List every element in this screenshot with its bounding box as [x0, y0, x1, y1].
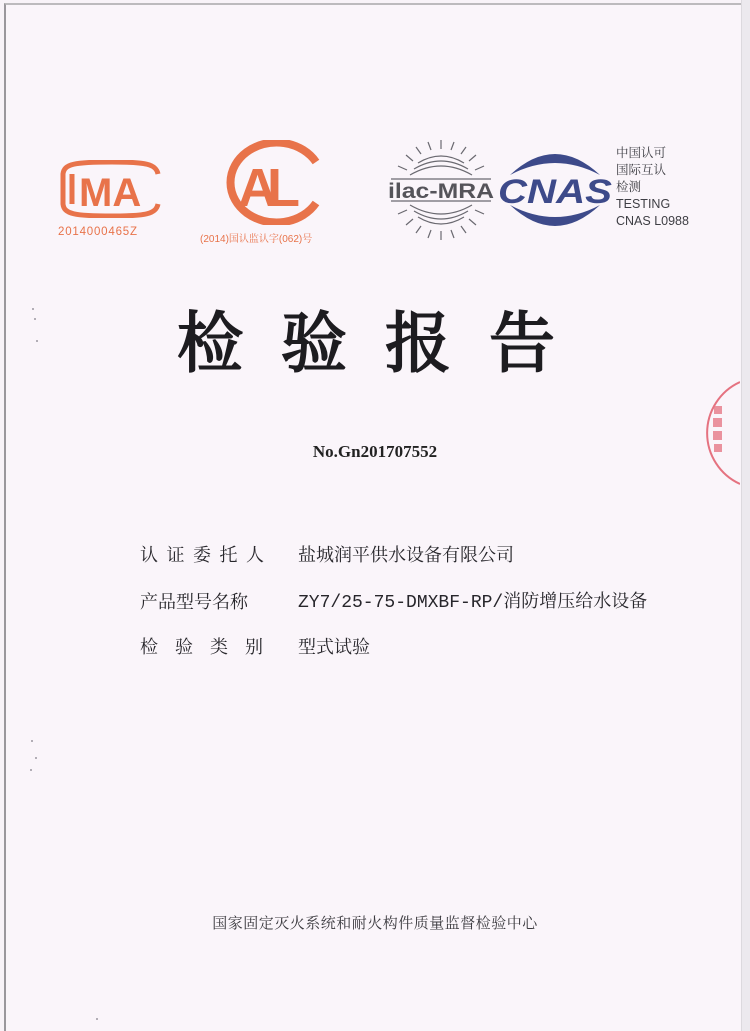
cal-mark-icon	[222, 140, 322, 225]
cnas-text: CNAS	[498, 173, 612, 211]
cnas-mark-icon	[498, 147, 612, 231]
cnas-line: 检测	[616, 180, 642, 194]
cnas-line: 中国认可	[616, 146, 667, 160]
cal-logo	[222, 140, 322, 225]
field-value: ZY7/25-75-DMXBF-RP/消防增压给水设备	[298, 593, 648, 613]
report-number: No.Gn201707552	[312, 442, 438, 461]
page-title: 检验报告	[177, 305, 593, 382]
official-seal-stamp	[700, 378, 740, 488]
field-label: 检验类别	[140, 637, 280, 658]
ilac-globe-icon	[388, 137, 494, 243]
cma-letters: MA	[79, 171, 142, 215]
cma-number: 2014000465Z	[58, 226, 138, 238]
cnas-line: TESTING	[616, 197, 671, 211]
scan-edge	[741, 0, 750, 1031]
cma-mark-icon	[60, 160, 164, 218]
ilac-text: ilac-MRA	[388, 180, 494, 203]
cnas-accreditation-text	[616, 145, 736, 230]
cal-number: (2014)国认监认字(062)号	[200, 234, 313, 245]
cnas-line: CNAS L0988	[616, 214, 689, 228]
cal-letters: AL	[238, 158, 290, 218]
cnas-line: 国际互认	[616, 163, 667, 177]
seal-icon	[700, 378, 740, 488]
field-label: 认证委托人	[140, 545, 273, 566]
issuer-name: 国家固定灭火系统和耐火构件质量监督检验中心	[212, 914, 538, 932]
field-label: 产品型号名称	[140, 592, 248, 613]
ilac-mra-logo	[388, 137, 494, 243]
field-value: 型式试验	[298, 637, 370, 658]
cnas-logo	[498, 147, 612, 231]
field-value: 盐城润平供水设备有限公司	[298, 545, 514, 566]
cma-logo	[60, 160, 164, 218]
